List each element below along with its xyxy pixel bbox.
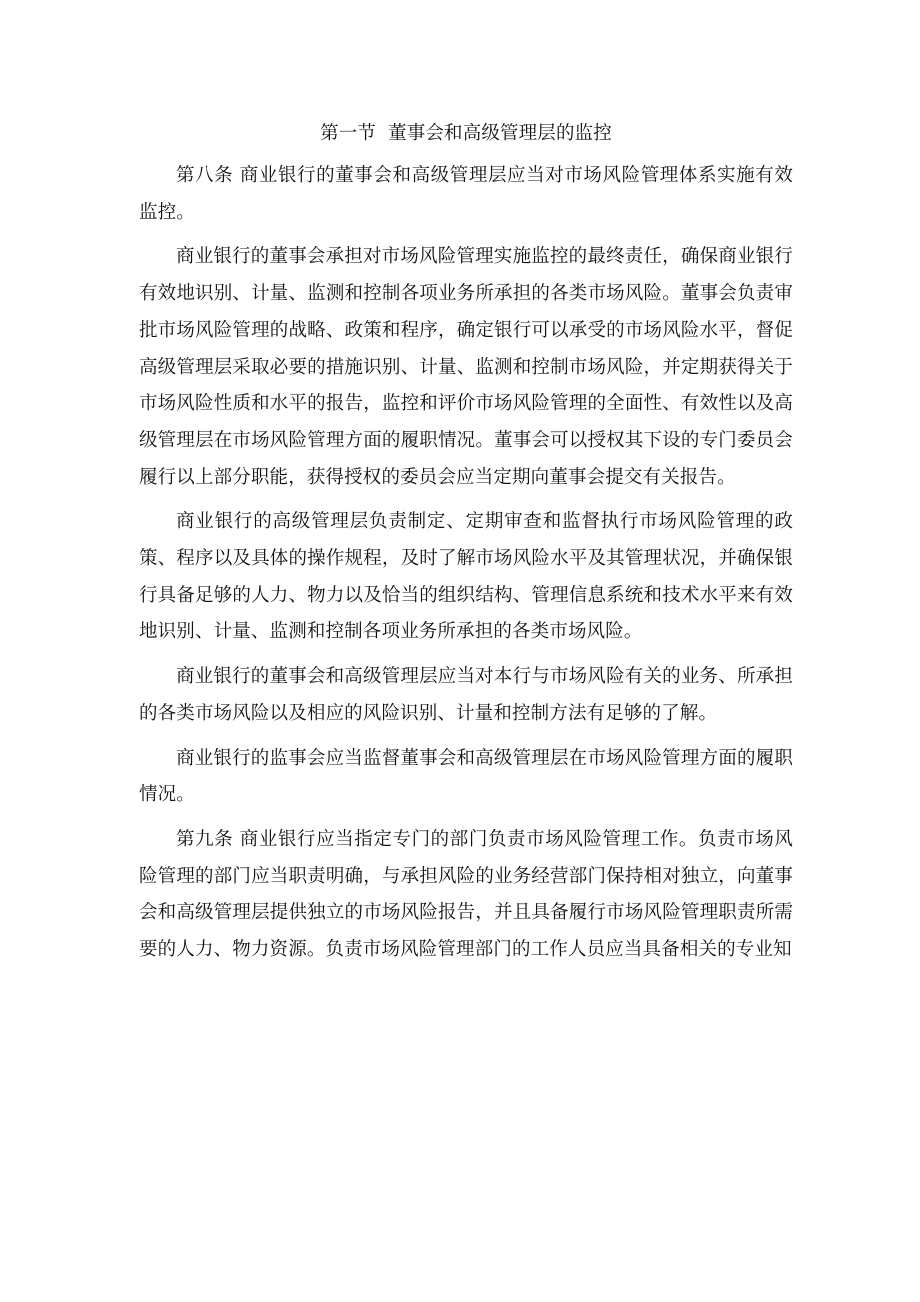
paragraph-senior-management: 商业银行的高级管理层负责制定、定期审查和监督执行市场风险管理的政策、程序以及具体的操作规程，及时了解市场风险水平及其管理状况，并确保银行具备足够的人力、物力以及恰当的组织结构、管理信息系统和技术水平来有效地识别、计量、监测和控制各项业务所承担的各类市场风险。 — [139, 511, 793, 643]
paragraph-understanding: 商业银行的董事会和高级管理层应当对本行与市场风险有关的业务、所承担的各类市场风险以及相应的风险识别、计量和控制方法有足够的了解。 — [139, 666, 793, 724]
paragraph-article-8: 第八条 商业银行的董事会和高级管理层应当对市场风险管理体系实施有效监控。 — [139, 165, 793, 223]
paragraph-board-responsibility: 商业银行的董事会承担对市场风险管理实施监控的最终责任，确保商业银行有效地识别、计量、监测和控制各项业务所承担的各类市场风险。董事会负责审批市场风险管理的战略、政策和程序，确定银行可以承受的市场风险水平，督促高级管理层采取必要的措施识别、计量、监测和控制市场风险，并定期获得关于市场风险性质和水平的报告，监控和评价市场风险管理的全面性、有效性以及高级管理层在市场风险管理方面的履职情况。董事会可以授权其下设的专门委员会履行以上部分职能，获得授权的委员会应当定期向董事会提交有关报告。 — [139, 246, 793, 488]
section-heading: 第一节 董事会和高级管理层的监控 — [320, 123, 612, 144]
paragraph-article-9: 第九条 商业银行应当指定专门的部门负责市场风险管理工作。负责市场风险管理的部门应当职责明确，与承担风险的业务经营部门保持相对独立，向董事会和高级管理层提供独立的市场风险报告，并且具备履行市场风险管理职责所需要的人力、物力资源。负责市场风险管理部门的工作人员应当具备相关的专业知 — [139, 828, 793, 961]
document-body — [139, 114, 793, 977]
paragraph-supervisory-board: 商业银行的监事会应当监督董事会和高级管理层在市场风险管理方面的履职情况。 — [139, 747, 793, 806]
